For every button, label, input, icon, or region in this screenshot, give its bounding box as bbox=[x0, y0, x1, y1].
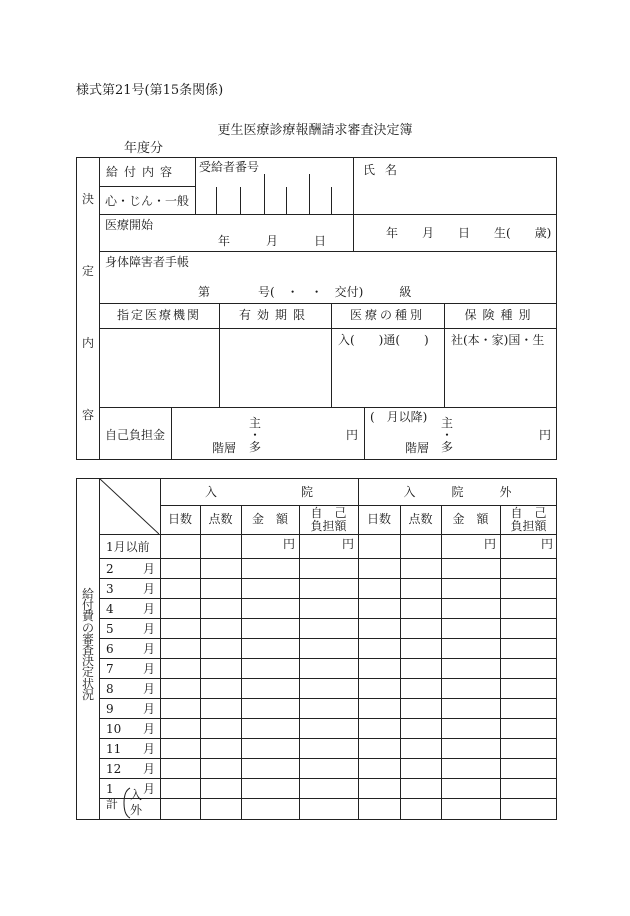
month-unit: 月 bbox=[143, 562, 156, 576]
row-divider bbox=[99, 598, 557, 599]
month-label: 7 bbox=[106, 662, 114, 676]
row-divider bbox=[99, 678, 557, 679]
form-number: 様式第21号(第15条関係) bbox=[76, 83, 224, 98]
yen-out-amount: 円 bbox=[484, 537, 497, 551]
row-divider bbox=[99, 638, 557, 639]
copay-main: 主 bbox=[249, 416, 262, 430]
copay-dot: ・ bbox=[249, 428, 262, 442]
row-divider bbox=[99, 738, 557, 739]
copay-layer-2: 階層 bbox=[405, 441, 430, 455]
month-label: 1 bbox=[106, 782, 114, 796]
copay-multi-2: 多 bbox=[441, 440, 454, 454]
total-label: 計 bbox=[106, 797, 119, 811]
kyufu-naiyo-label: 給付内容 bbox=[106, 165, 179, 179]
month-label: 9 bbox=[106, 702, 114, 716]
sub-points-in: 点数 bbox=[208, 512, 233, 526]
review-side-char: 況 bbox=[81, 687, 94, 702]
row-divider bbox=[99, 698, 557, 699]
page-title: 更生医療診療報酬請求審査決定簿 bbox=[217, 123, 413, 138]
month-unit: 月 bbox=[143, 742, 156, 756]
month-label: 11 bbox=[106, 742, 122, 756]
review-side-char: 付 bbox=[81, 598, 94, 613]
copay-main-2: 主 bbox=[441, 416, 454, 430]
recipient-number-label: 受給者番号 bbox=[199, 160, 260, 174]
review-side-char: 審 bbox=[81, 631, 94, 646]
review-side-char: 定 bbox=[81, 665, 94, 680]
row-divider bbox=[99, 798, 557, 799]
col-institution: 指定医療機関 bbox=[116, 308, 201, 322]
side-label-tei: 定 bbox=[81, 264, 94, 278]
review-side-char: 給 bbox=[81, 587, 94, 601]
side-label-ketsu: 決 bbox=[81, 192, 94, 206]
side-label-you: 容 bbox=[81, 408, 94, 422]
month-label: 10 bbox=[106, 722, 122, 736]
review-side-char: 決 bbox=[81, 654, 94, 669]
category-options: 心・じん・一般 bbox=[105, 194, 190, 208]
name-label: 氏名 bbox=[363, 163, 408, 177]
inpatient-header: 入 院 bbox=[204, 485, 313, 499]
review-side-char: の bbox=[81, 620, 94, 635]
month-unit: 月 bbox=[143, 622, 156, 636]
month-unit: 月 bbox=[143, 662, 156, 676]
row-divider bbox=[99, 658, 557, 659]
month-label: 6 bbox=[106, 642, 114, 656]
month-label: 3 bbox=[106, 582, 114, 596]
sub-copay-out-1: 自 己 bbox=[510, 506, 547, 520]
side-label-nai: 内 bbox=[81, 336, 94, 350]
month-unit: 月 bbox=[143, 722, 156, 736]
row-divider bbox=[99, 558, 557, 559]
month-unit: 月 bbox=[143, 602, 156, 616]
diagonal-header-cell bbox=[100, 479, 159, 534]
month-label: 1月以前 bbox=[106, 540, 150, 554]
sub-copay-in-1: 自 己 bbox=[310, 506, 347, 520]
month-label: 5 bbox=[106, 622, 114, 636]
review-side-char: 査 bbox=[81, 643, 94, 657]
outpatient-header: 入 院 外 bbox=[403, 485, 512, 499]
month-label: 4 bbox=[106, 602, 114, 616]
month-unit: 月 bbox=[143, 642, 156, 656]
fiscal-year-label: 年度分 bbox=[124, 141, 164, 156]
birth-date: 年 月 日 生( 歳) bbox=[386, 226, 552, 240]
col-validity: 有効期限 bbox=[238, 308, 311, 322]
month-unit: 月 bbox=[143, 782, 156, 796]
copay-multi: 多 bbox=[249, 440, 262, 454]
row-divider bbox=[99, 718, 557, 719]
sub-amount-out: 金 額 bbox=[452, 512, 489, 526]
col-insurance-type: 保険種別 bbox=[464, 308, 537, 322]
medical-type-value: 入( )通( ) bbox=[338, 333, 429, 347]
treatment-start-label: 医療開始 bbox=[105, 218, 154, 232]
row-divider bbox=[99, 758, 557, 759]
total-in: 入 bbox=[130, 788, 143, 802]
col-medical-type: 医療の種別 bbox=[349, 308, 425, 322]
month-unit: 月 bbox=[143, 702, 156, 716]
month-unit: 月 bbox=[143, 582, 156, 596]
sub-copay-in-2: 負担額 bbox=[310, 519, 347, 533]
sub-days-in: 日数 bbox=[167, 512, 192, 526]
copay-yen-2: 円 bbox=[539, 428, 552, 442]
insurance-type-value: 社(本・家)国・生 bbox=[451, 333, 545, 347]
month-label: 8 bbox=[106, 682, 114, 696]
copay-layer: 階層 bbox=[212, 441, 237, 455]
total-out: 外 bbox=[130, 803, 143, 817]
sub-copay-out-2: 負担額 bbox=[510, 519, 547, 533]
row-divider bbox=[99, 578, 557, 579]
handbook-label: 身体障害者手帳 bbox=[105, 255, 190, 269]
month-unit: 月 bbox=[143, 682, 156, 696]
copay-label: 自己負担金 bbox=[105, 428, 166, 442]
copay-yen: 円 bbox=[346, 428, 359, 442]
yen-in-amount: 円 bbox=[283, 537, 296, 551]
row-divider bbox=[99, 618, 557, 619]
review-side-char: 費 bbox=[81, 609, 94, 624]
review-side-char: 状 bbox=[81, 676, 94, 691]
sub-days-out: 日数 bbox=[366, 512, 391, 526]
copay-dot-2: ・ bbox=[441, 428, 454, 442]
yen-in-copay: 円 bbox=[342, 537, 355, 551]
month-unit: 月 bbox=[143, 762, 156, 776]
copay-month-after: ( 月以降) bbox=[370, 410, 428, 424]
yen-out-copay: 円 bbox=[541, 537, 554, 551]
month-label: 12 bbox=[106, 762, 122, 776]
treatment-start-date: 年 月 日 bbox=[218, 234, 327, 248]
handbook-detail: 第 号( ・ ・ 交付) 級 bbox=[198, 285, 412, 299]
month-label: 2 bbox=[106, 562, 114, 576]
sub-points-out: 点数 bbox=[408, 512, 433, 526]
row-divider bbox=[99, 778, 557, 779]
sub-amount-in: 金 額 bbox=[251, 512, 288, 526]
